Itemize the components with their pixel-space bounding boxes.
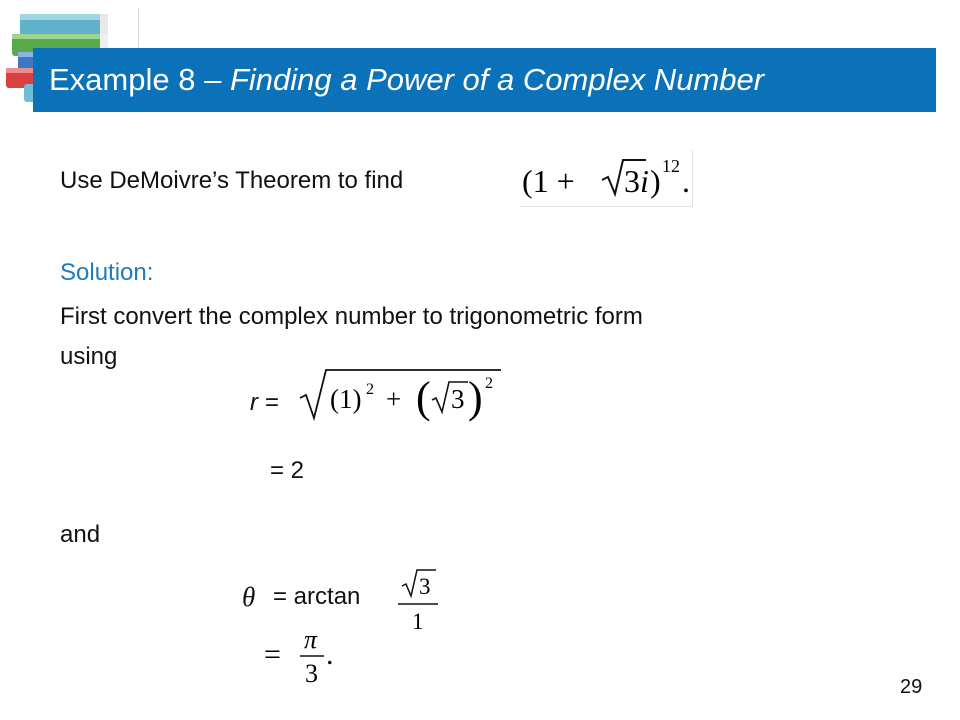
expr-exponent: 12 [662,156,680,176]
expr-radicand: 3 [624,163,640,199]
r-exp2: 2 [485,375,493,392]
pi-den: 3 [305,659,318,688]
r-result: = 2 [270,457,305,484]
r-plus: + [386,384,402,414]
and-label: and [60,521,101,548]
pi-num: π [304,625,318,654]
pi-period: . [326,638,334,671]
r-open-paren: ( [416,373,431,422]
arctan-den: 1 [412,609,424,634]
title-bar [33,48,936,112]
theta-symbol: θ [242,582,256,612]
pi-eq: = [264,638,281,671]
r-close-paren: ) [468,373,483,422]
expression-box [520,150,693,207]
solution-label: Solution: [60,259,154,286]
r-term1: (1) [330,384,362,414]
expr-period: . [682,163,690,199]
theta-eq: = arctan [273,583,361,610]
expr-close: ) [650,163,661,199]
r-label: r = [250,389,279,416]
arctan-fraction [396,566,440,634]
title-main: Example 8 – [49,62,230,97]
expression-formula [520,150,692,206]
convert-line-1: First convert the complex number to trigonometric form [60,303,643,330]
convert-line-2: using [60,343,118,370]
r-exp1: 2 [366,381,374,398]
arctan-num: 3 [419,574,431,599]
pi-result [262,622,342,692]
title-subtitle: Finding a Power of a Complex Number [229,62,765,97]
expr-open: (1 + [522,163,575,199]
page-number: 29 [900,676,923,698]
r-formula [296,364,506,422]
expr-imag: i [640,163,649,199]
intro-text: Use DeMoivre’s Theorem to find [60,167,404,194]
r-radicand: 3 [451,384,465,414]
